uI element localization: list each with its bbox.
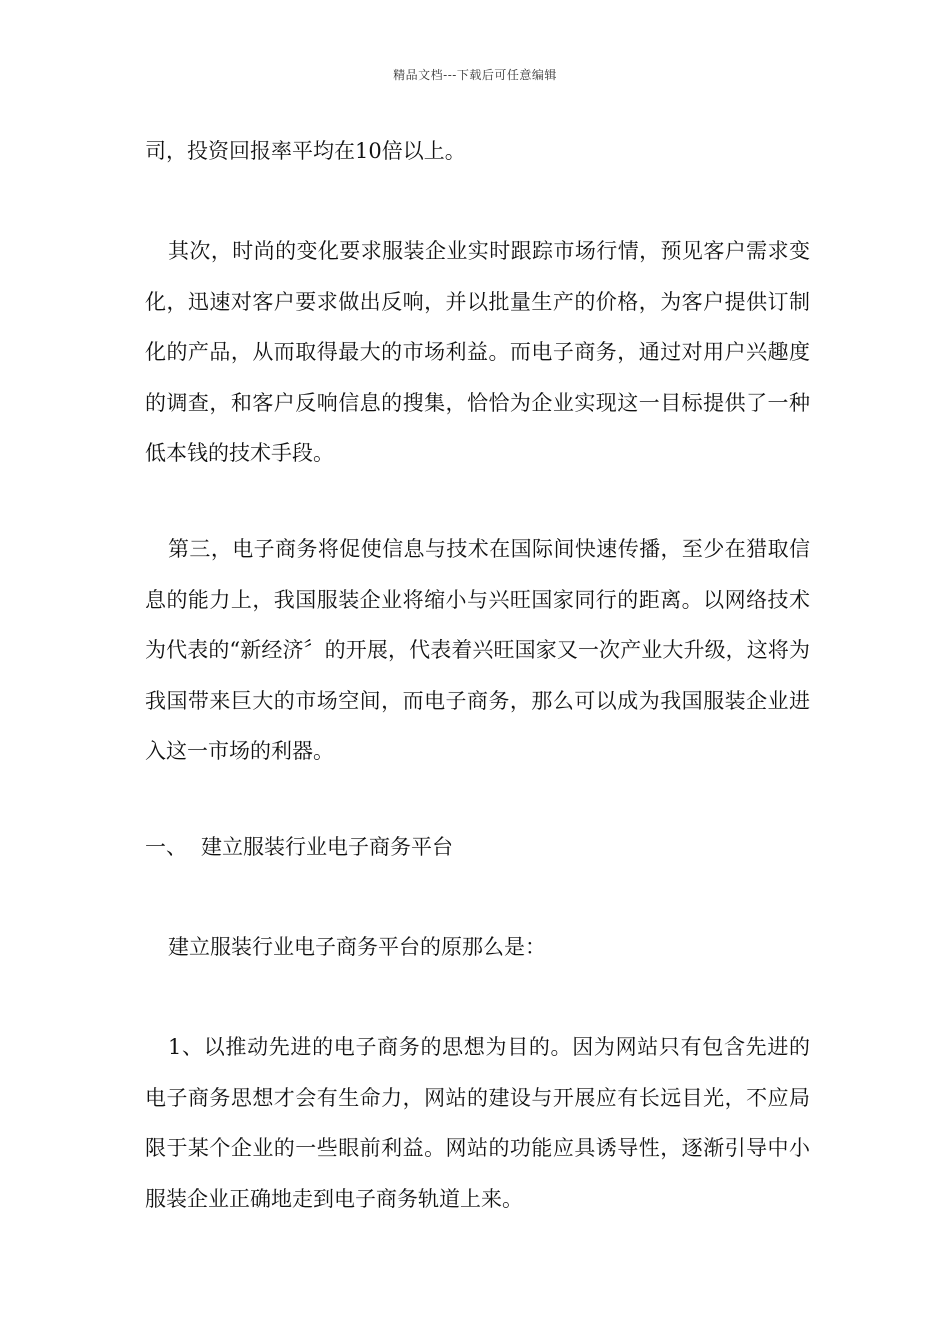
paragraph-secondly: 其次，时尚的变化要求服装企业实时跟踪市场行情，预见客户需求变化，迅速对客户要求做出反响，并以批量生产的价格，为客户提供订制化的产品，从而取得最大的市场利益。而电子商务，通过对用户兴趣度的调查，和客户反响信息的搜集，恰恰为企业实现这一目标提供了一种低本钱的技术手段。 <box>145 239 810 465</box>
paragraph-continuation: 司，投资回报率平均在10倍以上。 <box>145 139 466 163</box>
section-heading-number: 一、 <box>145 835 187 859</box>
paragraph-principles-intro: 建立服装行业电子商务平台的原那么是： <box>168 935 546 959</box>
section-heading-text: 建立服装行业电子商务平台 <box>201 835 453 859</box>
paragraph-thirdly: 第三，电子商务将促使信息与技术在国际间快速传播，至少在猎取信息的能力上，我国服装企业将缩小与兴旺国家同行的距离。以网络技术为代表的“新经济〞的开展，代表着兴旺国家又一次产业大升级，这将为我国带来巨大的市场空间，而电子商务，那么可以成为我国服装企业进入这一市场的利器。 <box>145 537 810 763</box>
paragraph-principle-1: 1、以推动先进的电子商务的思想为目的。因为网站只有包含先进的电子商务思想才会有生命力，网站的建设与开展应有长远目光，不应局限于某个企业的一些眼前利益。网站的功能应具诱导性，逐渐引导中小服装企业正确地走到电子商务轨道上来。 <box>145 1035 810 1211</box>
page-header: 精品文档---下载后可任意编辑 <box>393 68 557 82</box>
section-heading <box>145 822 810 873</box>
